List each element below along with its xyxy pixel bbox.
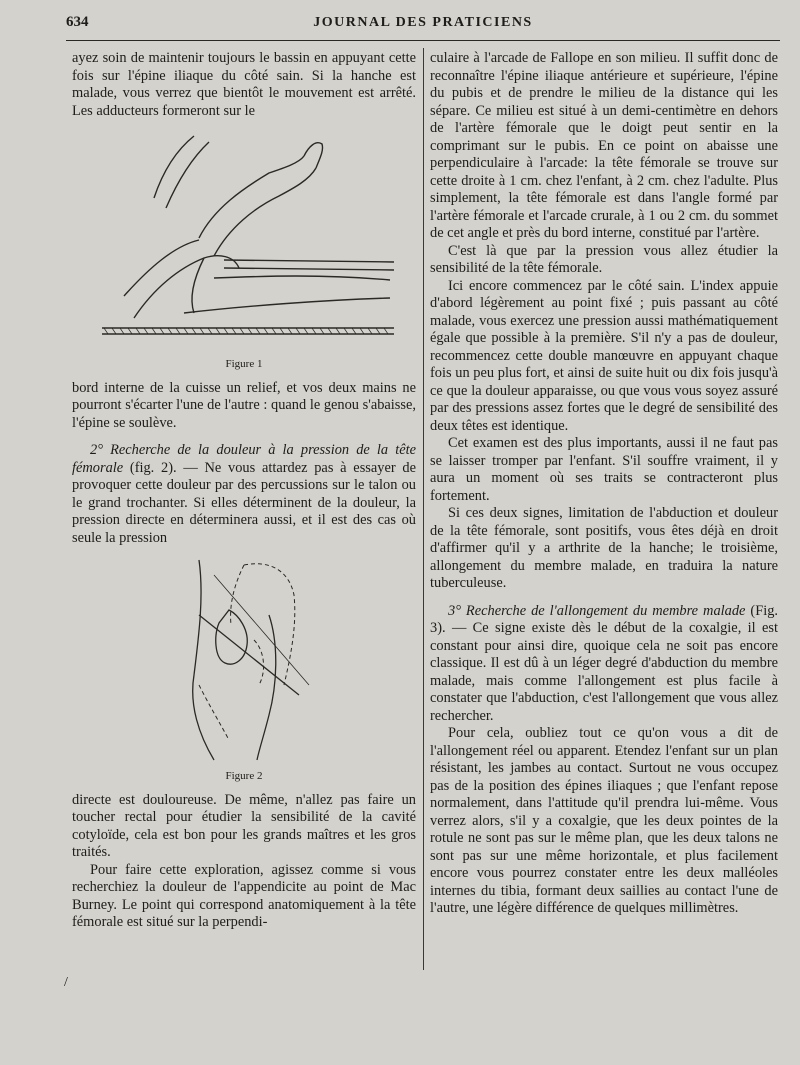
figure-2-caption: Figure 2 xyxy=(225,770,263,782)
page-number: 634 xyxy=(66,14,89,30)
running-title: JOURNAL DES PRATICIENS xyxy=(313,15,533,30)
section-2-heading: 2° Recherche de la douleur à la pression de la tête fémorale xyxy=(72,442,416,476)
right-paragraph-7: Pour cela, oubliez tout ce qu'on vous a dit de l'allongement réel ou apparent. Etendez l'enfant sur un plan résistant, les jambes au contact. Surtout ne vous occupez pas de la position des épines iliaques ; que l'enfant repose normalement, dans l'attitude qu'il prendra lui-même. Vous verrez alors, s'il y a coxalgie, que les deux pointes de la rotule ne sont pas sur le même plan, que les deux talons ne sont pas sur une même horizontale, et plus facilement encore vous pourrez constater entre les deux malléoles internes du tibia, formant deux saillies au contact l'une de l'autre, une légère différence de quelques millimètres. xyxy=(430,725,778,916)
left-paragraph-4: directe est douloureuse. De même, n'allez pas faire un toucher rectal pour étudier la sensibilité de la cavité cotyloïde, cela est bon pour les grands maîtres et les gros traités. xyxy=(72,791,416,860)
left-paragraph-2-text: bord interne de la cuisse un relief, et vos deux mains ne pourront s'écarter l'une de l'autre : quand le genou s'abaisse, l'épine se soulève. xyxy=(72,379,416,431)
right-paragraph-1: culaire à l'arcade de Fallope en son milieu. Il suffit donc de reconnaître l'épine iliaque antérieure et supérieure, l'épine du pubis et de prendre le milieu de la distance qui les sépare. Ce milieu est situé à un demi-centimètre en dehors de l'artère fémorale que le doigt peut sentir en la comprimant sur le pubis. En ce point on abaisse une perpendiculaire à l'arcade: la tête fémorale se trouve sur cette droite à 1 cm. chez l'enfant, à 2 cm. chez l'adulte. Plus simplement, la tête fémorale est dans l'angle formé par l'artère fémorale et l'arcade crurale, à 1 ou 2 cm. du sommet de cet angle et près du bord interne, constitué par l'artère. xyxy=(430,50,778,241)
left-paragraph-2 xyxy=(72,380,416,433)
right-paragraph-5: Si ces deux signes, limitation de l'abduction et douleur de la tête fémorale, sont positifs, vous êtes déjà en droit d'affirmer qu'il y a arthrite de la hanche; le troisième, allongement du membre malade, en traduira la nature tuberculeuse. xyxy=(430,505,778,591)
section-3-paragraph xyxy=(430,603,778,726)
left-paragraph-5: Pour faire cette exploration, agissez comme si vous recherchiez la douleur de l'appendicite au point de Mac Burney. Le point qui correspond anatomiquement à la tête fémorale est situé sur la perpendi- xyxy=(72,861,416,930)
section-2-text: (fig. 2). — Ne vous attardez pas à essayer de provoquer cette douleur par des percussions sur le talon ou le grand trochanter. Si elles déterminent de la douleur, la pression directe en déterminera aussi, et il est des cas où seule la pression xyxy=(72,459,416,546)
figure-1-caption: Figure 1 xyxy=(225,358,263,370)
figure-2-illustration xyxy=(159,555,329,765)
right-paragraph-2: C'est là que par la pression vous allez étudier la sensibilité de la tête fémorale. xyxy=(430,242,778,276)
left-column xyxy=(72,50,416,932)
section-2-paragraph xyxy=(72,442,416,547)
figure-1 xyxy=(72,128,416,374)
column-divider xyxy=(423,48,424,970)
right-paragraph-3: Ici encore commencez par le côté sain. L'index appuie d'abord légèrement au point fixé ; puis passant au côté malade, vous exercez une pression aussi mathématiquement égale que possible à la première. S'il n'y a pas de douleur, recommencez cette double manœuvre en appuyant chaque fois un peu plus fort, et ainsi de suite huit ou dix fois jusqu'à ce que la douleur apparaisse, ou que vous vous soyez assuré par des pressions assez fortes que le degré de sensibilité des deux têtes est identique. xyxy=(430,277,778,434)
left-paragraph-1: ayez soin de maintenir toujours le bassin en appuyant cette fois sur l'épine iliaque du côté sain. Si la hanche est malade, vous verrez que bientôt le mouvement est arrêté. Les adducteurs formeront sur le xyxy=(72,50,416,119)
page-header xyxy=(66,10,780,41)
right-column xyxy=(430,50,778,918)
right-paragraph-4: Cet examen est des plus importants, aussi il ne faut pas se laisser tromper par l'enfant. S'il souffre vraiment, il y aura un moment où ses traits se contracteront plus fortement. xyxy=(430,435,778,504)
figure-2 xyxy=(72,555,416,786)
margin-mark: / xyxy=(64,975,68,990)
section-3-text: (Fig. 3). — Ce signe existe dès le début de la coxalgie, il est constant pour ainsi dire, quoique cela ne soit pas encore classique. Il est dû à un léger degré d'abduction du membre malade, mais comme l'allongement est plus facile à constater que l'abduction, c'est l'allongement que vous allez rechercher. xyxy=(430,602,778,724)
figure-1-illustration xyxy=(94,128,394,353)
section-3-heading: 3° Recherche de l'allongement du membre malade xyxy=(448,602,746,619)
